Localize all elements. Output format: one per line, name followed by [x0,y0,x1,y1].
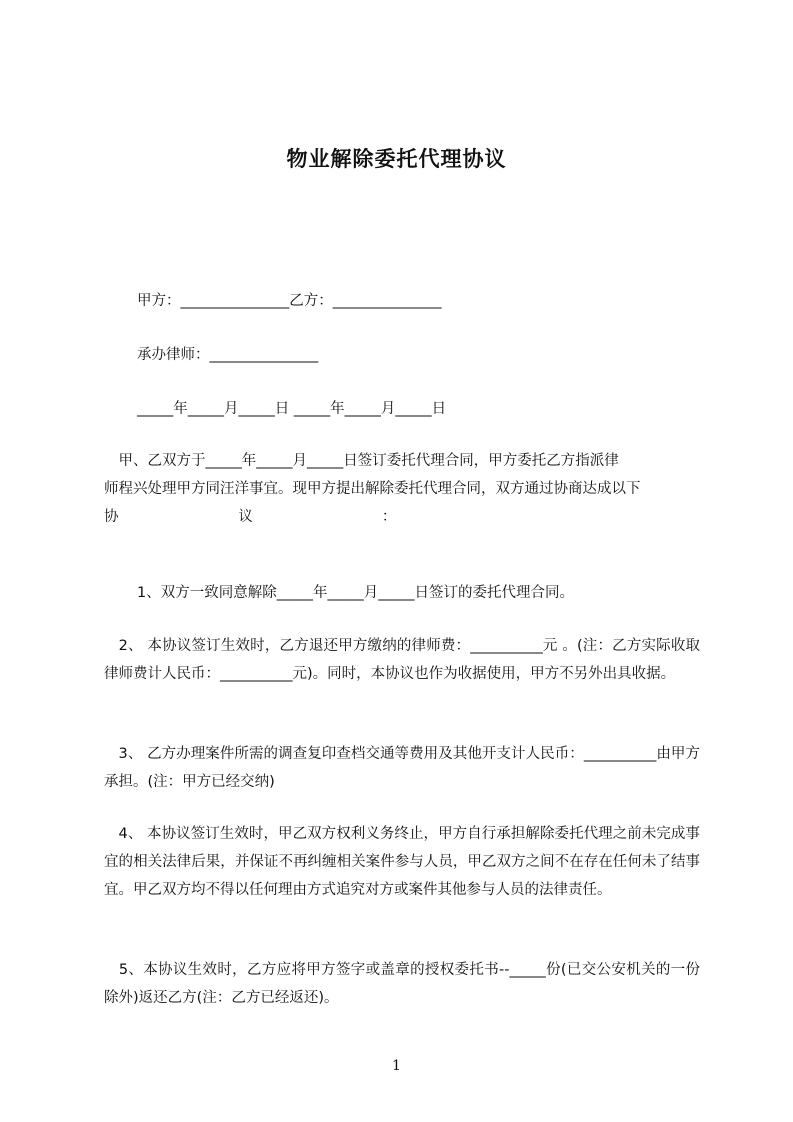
page-number: 1 [392,1058,401,1074]
document-title: 物业解除委托代理协议 [286,147,507,171]
clause-1: 1、双方一致同意解除_____年_____月_____日签订的委托代理合同。 [137,585,574,601]
intro-line-2: 师程兴处理甲方同汪洋事宜。现甲方提出解除委托代理合同，双方通过协商达成以下 [104,481,641,497]
clause-2: 2、 本协议签订生效时，乙方退还甲方缴纳的律师费：__________元 。(注：乙方实际收取律师费计人民币：__________元)。同时，本协议也作为收据使用，甲方不另外出具收据。 [104,638,700,682]
lawyer-line: 承办律师：_______________ [137,347,319,363]
intro-line-1: 甲、乙双方于_____年_____月_____日签订委托代理合同，甲方委托乙方指派律 [104,453,619,469]
date-line: _____年_____月_____日 _____年_____月_____日 [137,401,447,417]
intro-line-3: 协 议 ： [104,509,397,525]
clause-5: 5、本协议生效时，乙方应将甲方签字或盖章的授权委托书--_____份(已交公安机关的一份除外)返还乙方(注：乙方已经返还)。 [104,962,700,1006]
parties-line: 甲方：_______________乙方：_______________ [137,293,442,309]
clause-3: 3、 乙方办理案件所需的调查复印查档交通等费用及其他开支计人民币：__________由甲方承担。(注：甲方已经交纳) [104,746,700,790]
clause-4: 4、 本协议签订生效时，甲乙双方权利义务终止，甲方自行承担解除委托代理之前未完成事宜的相关法律后果，并保证不再纠缠相关案件参与人员，甲乙双方之间不在存在任何未了结事宜。甲乙双方均不得以任何理由方式追究对方或案件其他参与人员的法律责任。 [104,826,700,898]
